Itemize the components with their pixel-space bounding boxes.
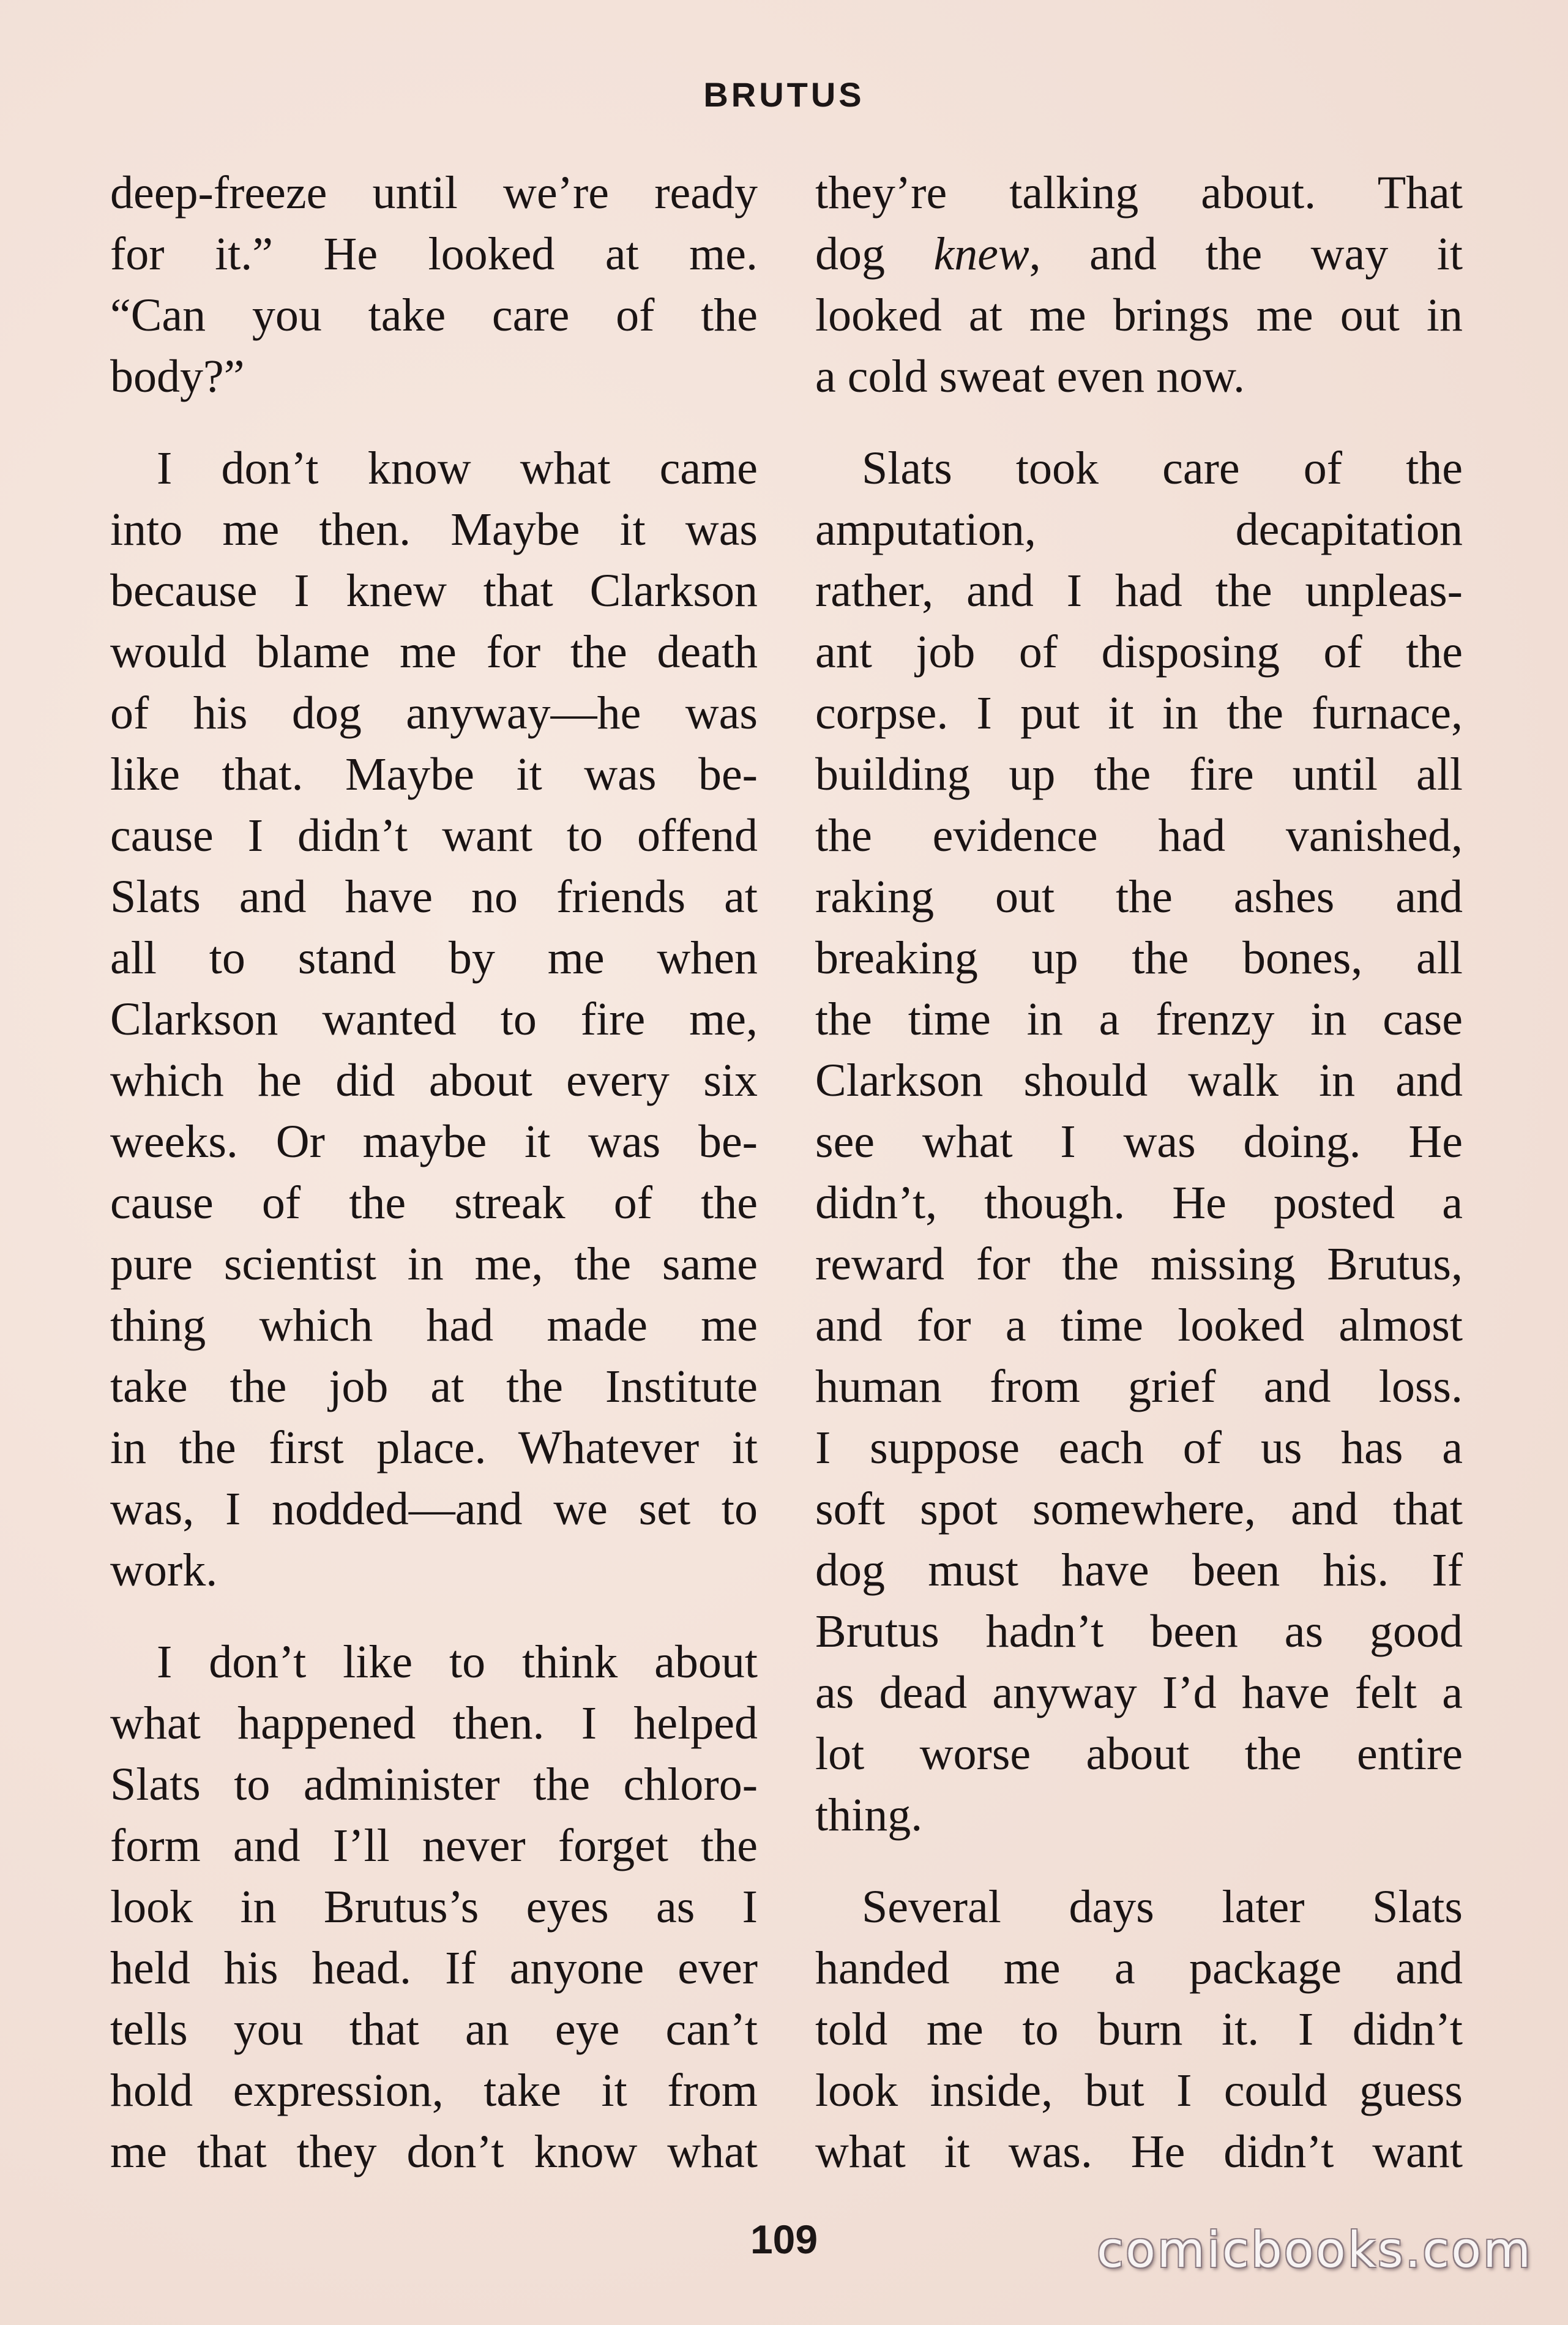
- paragraph: [815, 1876, 1463, 2182]
- text-line: which he did about every six: [110, 1055, 758, 1106]
- left-column: [110, 162, 758, 2182]
- text-line: building up the fire until all: [815, 749, 1463, 800]
- text-line: a cold sweat even now.: [815, 351, 1245, 402]
- text-line: amputation, decapitation: [815, 504, 1463, 555]
- paragraph: [110, 162, 758, 407]
- paragraph: [110, 1631, 758, 2182]
- text-line: rather, and I had the unpleas-: [815, 565, 1463, 616]
- text-line: body?”: [110, 351, 245, 402]
- text-line: tells you that an eye can’t: [110, 2004, 758, 2055]
- text-line: all to stand by me when: [110, 932, 758, 984]
- text-line: soft spot somewhere, and that: [815, 1483, 1463, 1535]
- text-line: didn’t, though. He posted a: [815, 1177, 1463, 1229]
- text-line: weeks. Or maybe it was be-: [110, 1116, 758, 1167]
- text-line: deep-freeze until we’re ready: [110, 167, 758, 219]
- text-line: look in Brutus’s eyes as I: [110, 1881, 758, 1933]
- page-number: 109: [750, 2217, 818, 2262]
- text-line: in the first place. Whatever it: [110, 1422, 758, 1473]
- text-line: into me then. Maybe it was: [110, 504, 758, 555]
- text-line: raking out the ashes and: [815, 871, 1463, 923]
- paragraph: [815, 162, 1463, 407]
- text-line: like that. Maybe it was be-: [110, 749, 758, 800]
- text-line: Slats and have no friends at: [110, 871, 758, 923]
- right-column: [815, 162, 1463, 2182]
- paragraph-gap: [110, 1601, 758, 1631]
- text-line: handed me a package and: [815, 1942, 1463, 1994]
- text-line: told me to burn it. I didn’t: [815, 2004, 1463, 2055]
- text-line: I don’t know what came: [157, 443, 758, 494]
- text-line: lot worse about the entire: [815, 1728, 1463, 1780]
- text-line: look inside, but I could guess: [815, 2065, 1463, 2116]
- text-line: they’re talking about. That: [815, 167, 1463, 219]
- paragraph: [110, 438, 758, 1601]
- text-line: held his head. If anyone ever: [110, 1942, 758, 1994]
- text-line: Slats to administer the chloro-: [110, 1759, 758, 1810]
- paragraph-gap: [815, 407, 1463, 438]
- text-line: because I knew that Clarkson: [110, 565, 758, 616]
- text-line: form and I’ll never forget the: [110, 1820, 758, 1871]
- text-line: Brutus hadn’t been as good: [815, 1606, 1463, 1657]
- text-line: ant job of disposing of the: [815, 626, 1463, 678]
- text-line: breaking up the bones, all: [815, 932, 1463, 984]
- text-line: would blame me for the death: [110, 626, 758, 678]
- text-line: the evidence had vanished,: [815, 810, 1463, 861]
- text-line: take the job at the Institute: [110, 1361, 758, 1412]
- text-line: thing which had made me: [110, 1300, 758, 1351]
- text-line: cause of the streak of the: [110, 1177, 758, 1229]
- paragraph-gap: [815, 1846, 1463, 1876]
- text-line: I suppose each of us has a: [815, 1422, 1463, 1473]
- text-line: reward for the missing Brutus,: [815, 1238, 1463, 1290]
- emphasis: knew: [933, 228, 1029, 280]
- text-line: what it was. He didn’t want: [815, 2126, 1463, 2177]
- running-head: BRUTUS: [703, 75, 865, 114]
- text-line: dog knew, and the way it: [815, 228, 1463, 280]
- text-line: thing.: [815, 1789, 923, 1841]
- text-line: Slats took care of the: [862, 443, 1463, 494]
- text-line: “Can you take care of the: [110, 290, 758, 341]
- text-line: me that they don’t know what: [110, 2126, 758, 2177]
- paragraph-gap: [110, 407, 758, 438]
- text-line: human from grief and loss.: [815, 1361, 1463, 1412]
- text-line: what happened then. I helped: [110, 1698, 758, 1749]
- text-line: cause I didn’t want to offend: [110, 810, 758, 861]
- text-line: as dead anyway I’d have felt a: [815, 1667, 1463, 1718]
- text-line: work.: [110, 1544, 218, 1596]
- text-line: was, I nodded—and we set to: [110, 1483, 758, 1535]
- text-line: see what I was doing. He: [815, 1116, 1463, 1167]
- paragraph: [815, 438, 1463, 1846]
- text-line: and for a time looked almost: [815, 1300, 1463, 1351]
- watermark: comicbooks.com: [1096, 2222, 1533, 2278]
- text-line: dog must have been his. If: [815, 1544, 1463, 1596]
- text-line: I don’t like to think about: [157, 1636, 758, 1688]
- text-line: corpse. I put it in the furnace,: [815, 687, 1463, 739]
- text-line: looked at me brings me out in: [815, 290, 1463, 341]
- text-line: for it.” He looked at me.: [110, 228, 758, 280]
- text-line: of his dog anyway—he was: [110, 687, 758, 739]
- text-line: pure scientist in me, the same: [110, 1238, 758, 1290]
- text-line: Clarkson should walk in and: [815, 1055, 1463, 1106]
- text-line: the time in a frenzy in case: [815, 994, 1463, 1045]
- text-line: hold expression, take it from: [110, 2065, 758, 2116]
- text-line: Clarkson wanted to fire me,: [110, 994, 758, 1045]
- text-line: Several days later Slats: [862, 1881, 1463, 1933]
